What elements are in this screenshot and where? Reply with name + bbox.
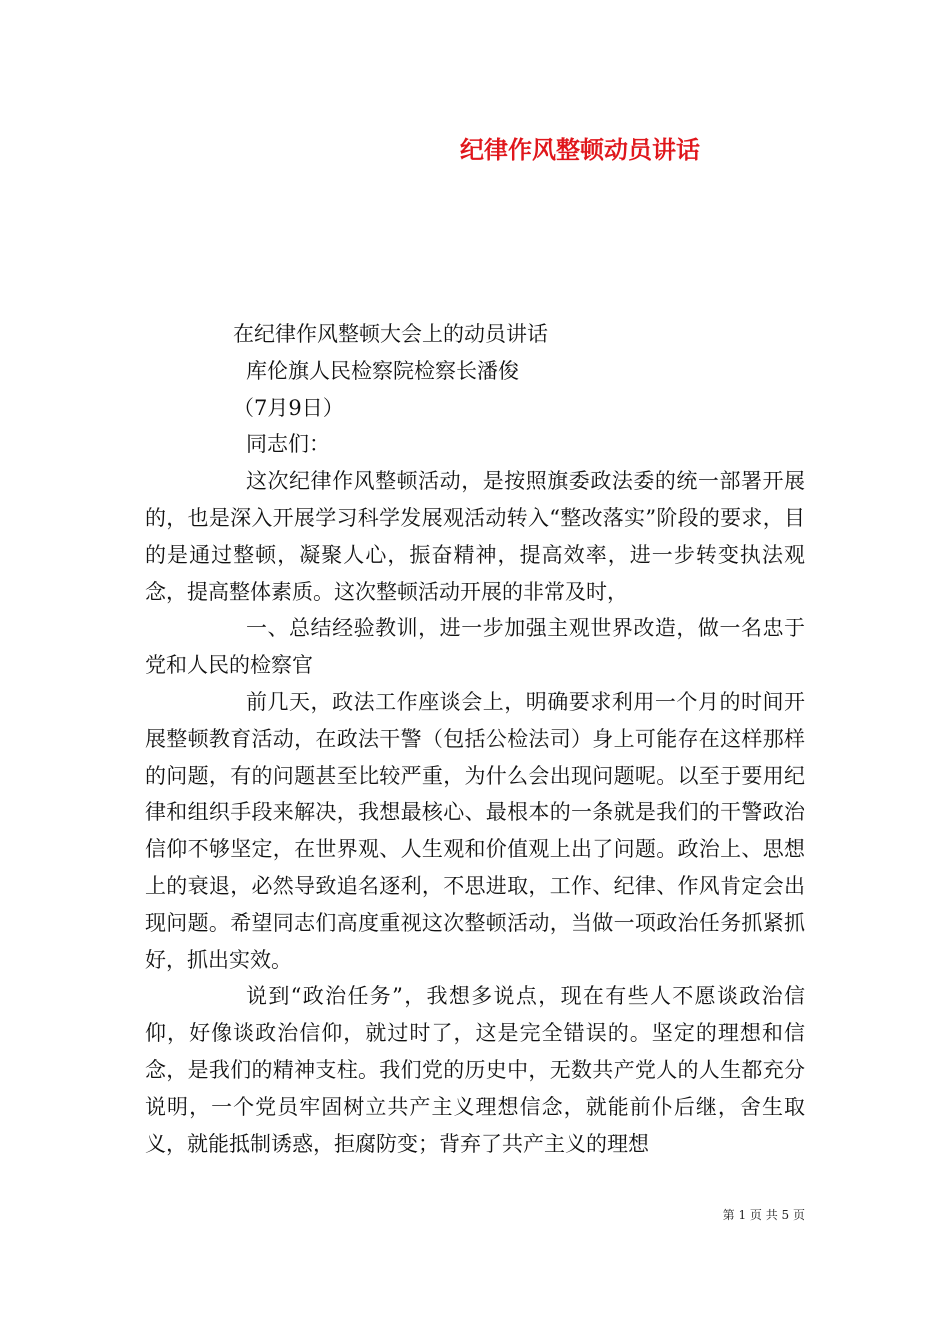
document-title: 纪律作风整顿动员讲话 [460,136,700,164]
body-paragraph: 说到“政治任务”，我想多说点，现在有些人不愿谈政治信仰，好像谈政治信仰，就过时了，这是完全错误的。坚定的理想和信念，是我们的精神支柱。我们党的历史中，无数共产党人的人生都充分说明，一个党员牢固树立共产主义理想信念，就能前仆后继，舍生取义，就能抵制诱惑，拒腐防变；背弃了共产主义的理想 [145,984,805,1156]
salutation: 同志们： [246,432,330,457]
speech-date: （7月9日） [233,395,344,420]
body-paragraph: 前几天，政法工作座谈会上，明确要求利用一个月的时间开展整顿教育活动，在政法干警（包括公检法司）身上可能存在这样那样的问题，有的问题甚至比较严重，为什么会出现问题呢。以至于要用纪律和组织手段来解决，我想最核心、最根本的一条就是我们的干警政治信仰不够坚定，在世界观、人生观和价值观上出了问题。政治上、思想上的衰退，必然导致追名逐利，不思进取，工作、纪律、作风肯定会出现问题。希望同志们高度重视这次整顿活动，当做一项政治任务抓紧抓好，抓出实效。 [145,689,805,972]
section-heading: 一、总结经验教训，进一步加强主观世界改造，做一名忠于党和人民的检察官 [145,616,805,678]
speech-author: 库伦旗人民检察院检察长潘俊 [246,358,519,383]
body-paragraph: 这次纪律作风整顿活动，是按照旗委政法委的统一部署开展的，也是深入开展学习科学发展观活动转入“整改落实”阶段的要求，目的是通过整顿，凝聚人心，振奋精神，提高效率，进一步转变执法观念，提高整体素质。这次整顿活动开展的非常及时， [145,469,805,604]
speech-subtitle: 在纪律作风整顿大会上的动员讲话 [233,322,548,346]
document-body [145,316,805,1162]
page-number: 第 1 页 共 5 页 [722,1208,805,1222]
